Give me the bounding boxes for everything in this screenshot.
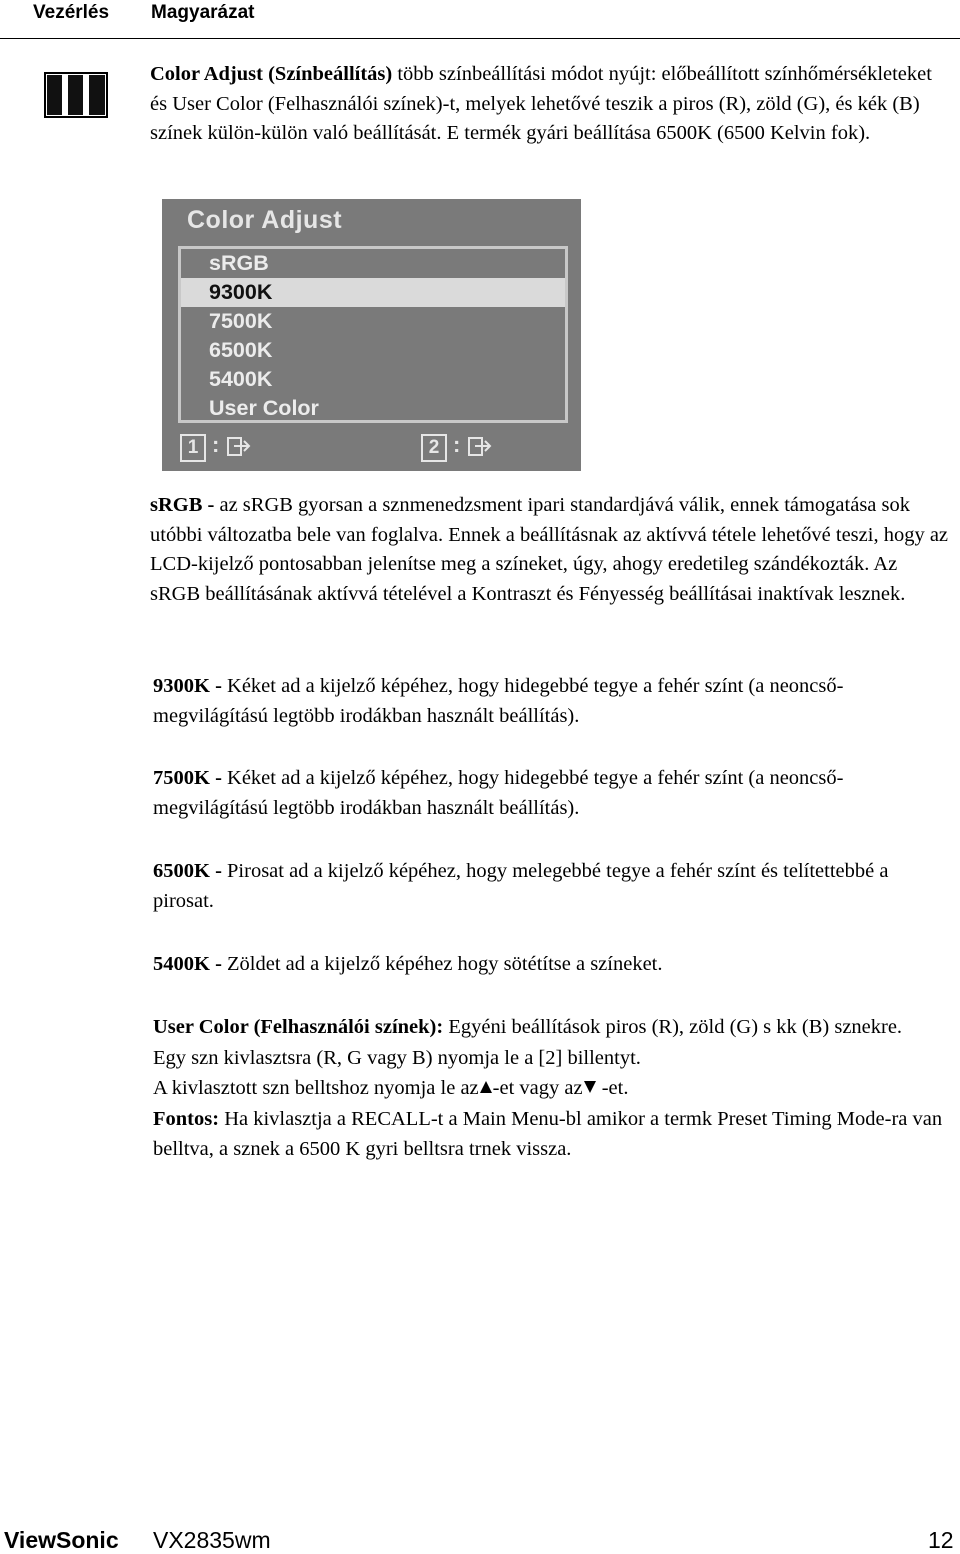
osd-option-list: [178, 246, 568, 423]
osd-color-adjust-menu: [162, 199, 581, 471]
9300k-paragraph: [153, 672, 953, 731]
user-color-text: Egyéni beállítások piros (R), zöld (G) s kk (B) sznekre.: [443, 1016, 903, 1038]
user-color-bold: User Color (Felhasználói színek):: [153, 1016, 444, 1038]
header-control-label: Vezérlés: [33, 2, 110, 23]
osd-footer-key-2: [421, 432, 501, 464]
osd-option-label: 9300K: [209, 280, 273, 304]
select-enter-icon: [467, 435, 493, 459]
user-color-line-1: [153, 1012, 953, 1043]
7500k-paragraph: [153, 764, 953, 823]
select-enter-icon: [226, 435, 252, 459]
osd-option-user-color[interactable]: [181, 394, 565, 423]
key-1-box: 1: [180, 434, 206, 462]
important-text: Ha kivlasztja a RECALL-t a Main Menu-bl amikor a termk Preset Timing Mode-ra van belltva, a sznek a 6500 K gyri belltsra trnek vissza.: [153, 1107, 943, 1160]
down-arrow-icon: [583, 1080, 597, 1094]
osd-option-7500k[interactable]: [181, 307, 565, 336]
9300k-bold: 9300K -: [153, 675, 222, 697]
osd-option-label: 7500K: [209, 309, 273, 333]
5400k-text: Zöldet ad a kijelző képéhez hogy sötétítse a színeket.: [221, 953, 663, 975]
intro-text: több színbeállítási módot nyújt: előbeállított színhőmérsékleteket és User Color (Felhasználói színek)-t, melyek lehetővé teszik a piros (R), zöld (G), és kék (B) színek külön-külön való beállítását. E termék gyári beállítása 6500K (6500 Kelvin fok).: [150, 63, 932, 144]
user-color-line-3: [153, 1073, 953, 1104]
table-header: [0, 0, 960, 39]
osd-option-label: 5400K: [209, 367, 273, 391]
6500k-paragraph: [153, 857, 953, 916]
osd-option-srgb[interactable]: [181, 249, 565, 278]
line3-part-a: A kivlasztott szn belltshoz nyomja le az: [153, 1077, 479, 1099]
line3-part-b: -et vagy az: [492, 1077, 583, 1099]
up-arrow-icon: [479, 1080, 493, 1094]
osd-option-label: 6500K: [209, 338, 273, 362]
key-2-separator: :: [453, 432, 461, 457]
osd-option-5400k[interactable]: [181, 365, 565, 394]
7500k-bold: 7500K -: [153, 767, 222, 789]
srgb-text: az sRGB gyorsan a sznmenedzsment ipari standardjává válik, ennek támogatása sok utóbbi változatba bele van foglalva. Ennek a beállításnak az aktívvá tétele lehetővé teszi, hogy az LCD-kijelző pontosabban jelenítse meg a színeket, úgy, ahogy eredetileg szándékozták. Az sRGB beállításának aktívvá tételével a Kontraszt és Fényesség beállításai inaktívak lesznek.: [150, 494, 949, 605]
key-1-separator: :: [212, 432, 220, 457]
intro-bold: Color Adjust (Színbeállítás): [150, 63, 393, 85]
footer-model: VX2835wm: [153, 1527, 271, 1553]
header-explanation-label: Magyarázat: [151, 2, 255, 23]
6500k-bold: 6500K -: [153, 860, 222, 882]
srgb-bold: sRGB -: [150, 494, 215, 516]
important-note: [153, 1104, 953, 1165]
osd-option-label: User Color: [209, 396, 319, 420]
osd-title: Color Adjust: [187, 206, 343, 234]
important-bold: Fontos:: [153, 1107, 220, 1130]
9300k-text: Kéket ad a kijelző képéhez, hogy hidegebbé tegye a fehér színt (a neoncső-megvilágítású legtöbb irodákban használt beállítás).: [153, 675, 844, 727]
user-color-paragraph: [153, 1012, 953, 1165]
user-color-line-2: Egy szn kivlasztsra (R, G vagy B) nyomja le a [2] billentyt.: [153, 1046, 641, 1069]
footer-brand: ViewSonic: [4, 1527, 119, 1553]
osd-footer-key-1: [180, 432, 260, 464]
footer-page-number: 12: [928, 1527, 954, 1553]
color-adjust-icon: [44, 72, 108, 118]
osd-option-label: sRGB: [209, 251, 269, 275]
6500k-text: Pirosat ad a kijelző képéhez, hogy melegebbé tegye a fehér színt és telítettebbé a pirosat.: [153, 860, 889, 912]
7500k-text: Kéket ad a kijelző képéhez, hogy hidegebbé tegye a fehér színt (a neoncső-megvilágítású legtöbb irodákban használt beállítás).: [153, 767, 844, 819]
key-2-box: 2: [421, 434, 447, 462]
srgb-paragraph: [150, 491, 950, 609]
osd-option-9300k[interactable]: [181, 278, 565, 307]
osd-option-6500k[interactable]: [181, 336, 565, 365]
5400k-paragraph: [153, 950, 953, 980]
5400k-bold: 5400K -: [153, 953, 222, 975]
line3-part-c: -et.: [596, 1077, 629, 1099]
intro-paragraph: [150, 60, 950, 149]
